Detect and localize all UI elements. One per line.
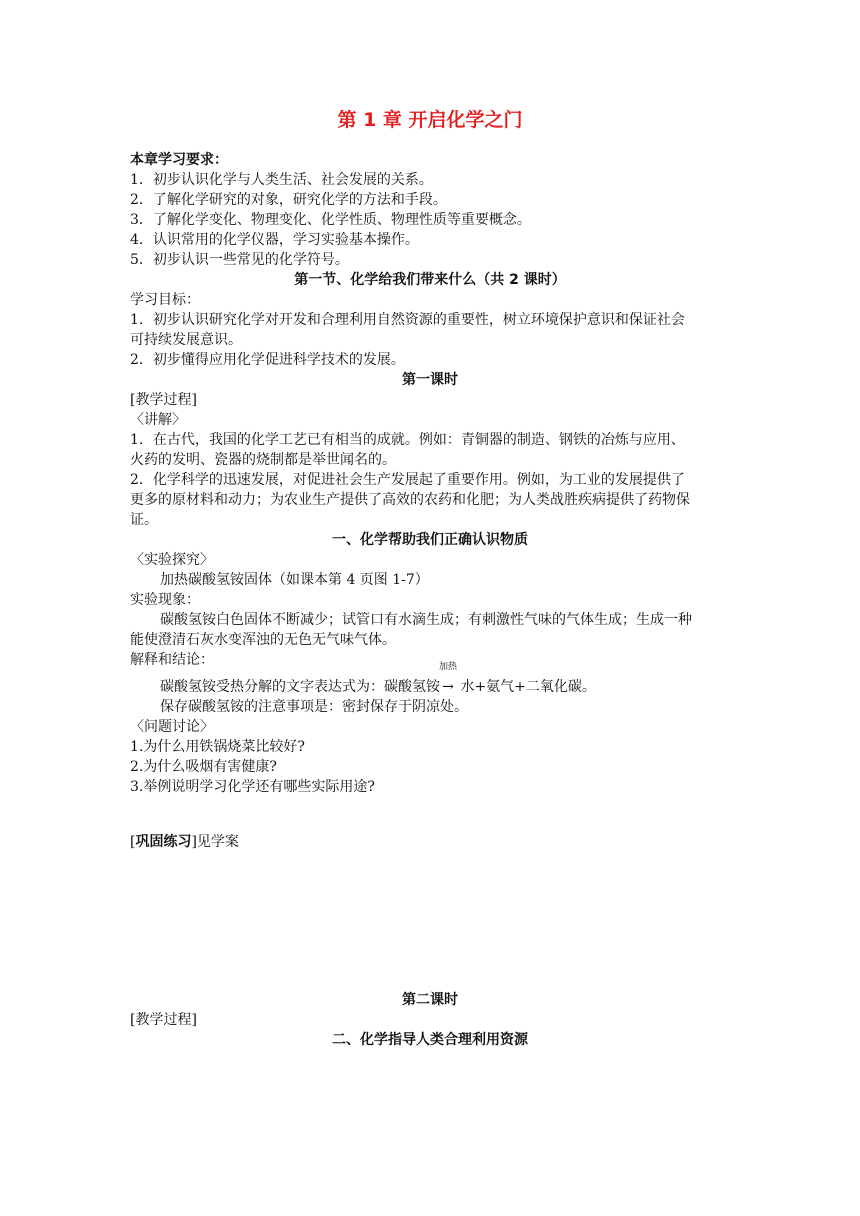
subsection-heading: 一、化学帮助我们正确认识物质 — [332, 532, 528, 548]
paragraph-line: 火药的发明、瓷器的烧制都是举世闻名的。 — [130, 452, 396, 468]
goal-text: 1．初步认识研究化学对开发和合理利用自然资源的重要性，树立环境保护意识和保证社会 — [130, 312, 685, 328]
paragraph-line: 2．化学科学的迅速发展，对促进社会生产发展起了重要作用。例如，为工业的发展提供了 — [130, 472, 685, 488]
requirement-item: 2．了解化学研究的对象，研究化学的方法和手段。 — [130, 192, 447, 208]
requirement-item: 5．初步认识一些常见的化学符号。 — [130, 252, 349, 268]
lecture-label: 〈讲解〉 — [130, 412, 186, 428]
goal-text: 可持续发展意识。 — [130, 332, 242, 348]
storage-note: 保存碳酸氢铵的注意事项是：密封保存于阴凉处。 — [160, 699, 468, 715]
subsection-heading: 二、化学指导人类合理利用资源 — [332, 1032, 528, 1048]
phenomenon-text: 能使澄清石灰水变浑浊的无色无气味气体。 — [130, 632, 396, 648]
requirements-heading: 本章学习要求： — [130, 152, 228, 168]
phenomenon-label: 实验现象： — [130, 592, 200, 608]
question-item: 3.举例说明学习化学还有哪些实际用途? — [130, 779, 375, 795]
lesson-heading: 第一课时 — [402, 372, 458, 388]
experiment-label: 〈实验探究〉 — [130, 552, 214, 568]
goals-label: 学习目标： — [130, 292, 200, 308]
reaction-condition: 加热 — [438, 662, 457, 672]
paragraph-line: 更多的原材料和动力；为农业生产提供了高效的农药和化肥；为人类战胜疾病提供了药物保 — [130, 492, 690, 508]
requirement-item: 4．认识常用的化学仪器，学习实验基本操作。 — [130, 232, 419, 248]
conclusion-label: 解释和结论： — [130, 652, 214, 668]
discussion-label: 〈问题讨论〉 — [130, 719, 214, 735]
question-item: 2.为什么吸烟有害健康? — [130, 759, 277, 775]
lesson-heading: 第二课时 — [402, 992, 458, 1008]
section-heading: 第一节、化学给我们带来什么（共 2 课时） — [294, 272, 566, 288]
practice-close: ]见学案 — [191, 834, 239, 850]
goal-text: 2．初步懂得应用化学促进科学技术的发展。 — [130, 352, 405, 368]
requirement-item: 1．初步认识化学与人类生活、社会发展的关系。 — [130, 172, 433, 188]
arrow-glyph: → — [442, 679, 454, 695]
phenomenon-text: 碳酸氢铵白色固体不断减少；试管口有水滴生成；有刺激性气味的气体生成；生成一种 — [160, 612, 692, 628]
equation-suffix: 水+氨气+二氧化碳。 — [456, 679, 596, 695]
process-label: [教学过程] — [130, 1012, 197, 1028]
practice-label: 巩固练习 — [135, 834, 192, 850]
paragraph-line: 1．在古代，我国的化学工艺已有相当的成就。例如：青铜器的制造、钢铁的冶炼与应用、 — [130, 432, 685, 448]
requirement-item: 3．了解化学变化、物理变化、化学性质、物理性质等重要概念。 — [130, 212, 531, 228]
process-label: [教学过程] — [130, 392, 197, 408]
paragraph-line: 证。 — [130, 512, 158, 528]
word-equation — [160, 662, 760, 697]
practice-open: [ — [130, 834, 136, 850]
question-item: 1.为什么用铁锅烧菜比较好? — [130, 739, 305, 755]
chapter-title: 第 1 章 开启化学之门 — [337, 109, 523, 131]
reaction-arrow — [438, 662, 457, 697]
practice-line — [130, 832, 730, 852]
equation-prefix: 碳酸氢铵受热分解的文字表达式为：碳酸氢铵 — [160, 679, 440, 695]
experiment-description: 加热碳酸氢铵固体（如课本第 4 页图 1-7） — [160, 572, 429, 588]
